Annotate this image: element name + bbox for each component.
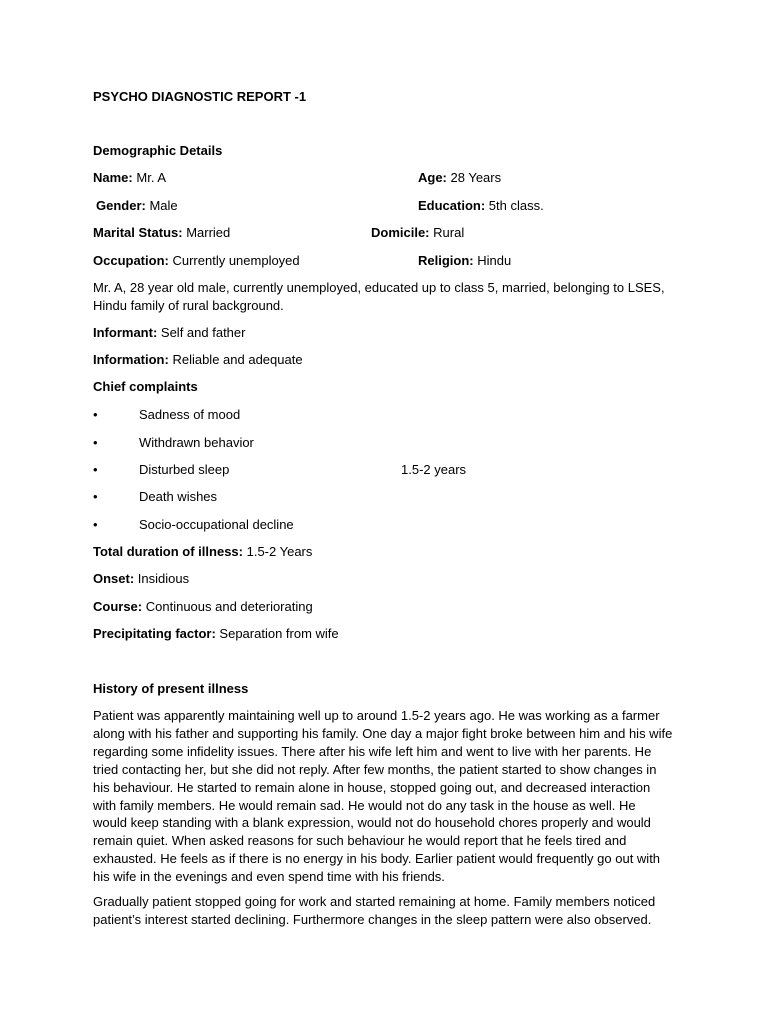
history-heading: History of present illness xyxy=(93,681,249,696)
complaint-item: Sadness of mood xyxy=(139,407,241,422)
onset-value: Insidious xyxy=(137,571,190,586)
domicile-value: Rural xyxy=(433,225,465,240)
precipitating-value: Separation from wife xyxy=(219,626,339,641)
complaint-item: Death wishes xyxy=(139,489,218,504)
occupation-value: Currently unemployed xyxy=(172,253,300,268)
informant-row xyxy=(93,324,245,342)
informant-value: Self and father xyxy=(160,325,246,340)
precipitating-row xyxy=(93,625,339,643)
bullet-marker: • xyxy=(93,517,98,532)
course-row xyxy=(93,598,313,616)
domicile-label: Domicile: xyxy=(371,225,430,240)
report-title: PSYCHO DIAGNOSTIC REPORT -1 xyxy=(93,89,307,104)
complaint-item: Withdrawn behavior xyxy=(139,435,254,450)
bullet-marker: • xyxy=(93,462,98,477)
gender-row xyxy=(96,197,178,215)
complaint-item: Socio-occupational decline xyxy=(139,517,294,532)
demographic-heading: Demographic Details xyxy=(93,143,223,158)
complaint-item: Disturbed sleep xyxy=(139,462,230,477)
history-paragraph-2: Gradually patient stopped going for work and started remaining at home. Family members noticed patient’s interest started declining. Furthermore changes in the sleep pattern were also observed. xyxy=(93,894,656,927)
marital-row xyxy=(93,224,230,242)
gender-value: Male xyxy=(149,198,178,213)
marital-value: Married xyxy=(186,225,231,240)
religion-row xyxy=(418,252,511,270)
religion-value: Hindu xyxy=(477,253,512,268)
education-row xyxy=(418,197,544,215)
occupation-label: Occupation: xyxy=(93,253,169,268)
age-value: 28 Years xyxy=(450,170,502,185)
education-label: Education: xyxy=(418,198,486,213)
domicile-row xyxy=(371,224,464,242)
name-row xyxy=(93,169,166,187)
precipitating-label: Precipitating factor: xyxy=(93,626,216,641)
name-value: Mr. A xyxy=(136,170,166,185)
course-value: Continuous and deteriorating xyxy=(145,599,313,614)
summary-paragraph: Mr. A, 28 year old male, currently unemployed, educated up to class 5, married, belonging to LSES, Hindu family of rural background. xyxy=(93,280,665,313)
complaint-duration: 1.5-2 years xyxy=(401,462,467,477)
bullet-marker: • xyxy=(93,489,98,504)
name-label: Name: xyxy=(93,170,133,185)
informant-label: Informant: xyxy=(93,325,158,340)
information-value: Reliable and adequate xyxy=(172,352,303,367)
onset-row xyxy=(93,570,189,588)
gender-label: Gender: xyxy=(96,198,146,213)
education-value: 5th class. xyxy=(488,198,544,213)
onset-label: Onset: xyxy=(93,571,135,586)
bullet-marker: • xyxy=(93,435,98,450)
religion-label: Religion: xyxy=(418,253,474,268)
age-row xyxy=(418,169,501,187)
bullet-marker: • xyxy=(93,407,98,422)
duration-row xyxy=(93,543,312,561)
information-label: Information: xyxy=(93,352,169,367)
age-label: Age: xyxy=(418,170,447,185)
history-paragraph-1: Patient was apparently maintaining well up to around 1.5-2 years ago. He was working as a farmer along with his father and supporting his family. One day a major fight broke between him and his wife regarding some infidelity issues. There after his wife left him and went to live with her parents. He tried contacting her, but she did not reply. After few months, the patient started to show changes in his behaviour. He started to remain alone in house, stopped going out, and decreased interaction with family members. He would remain sad. He would not do any task in the house as well. He would keep standing with a blank expression, would not do household chores properly and would remain quiet. When asked reasons for such behaviour he would report that he feels tired and exhausted. He feels as if there is no energy in his body. Earlier patient would frequently go out with his wife in the evenings and even spend time with his friends. xyxy=(93,708,673,885)
chief-complaints-heading: Chief complaints xyxy=(93,379,198,394)
marital-label: Marital Status: xyxy=(93,225,183,240)
duration-value: 1.5-2 Years xyxy=(246,544,313,559)
information-row xyxy=(93,351,303,369)
occupation-row xyxy=(93,252,300,270)
course-label: Course: xyxy=(93,599,143,614)
duration-label: Total duration of illness: xyxy=(93,544,243,559)
